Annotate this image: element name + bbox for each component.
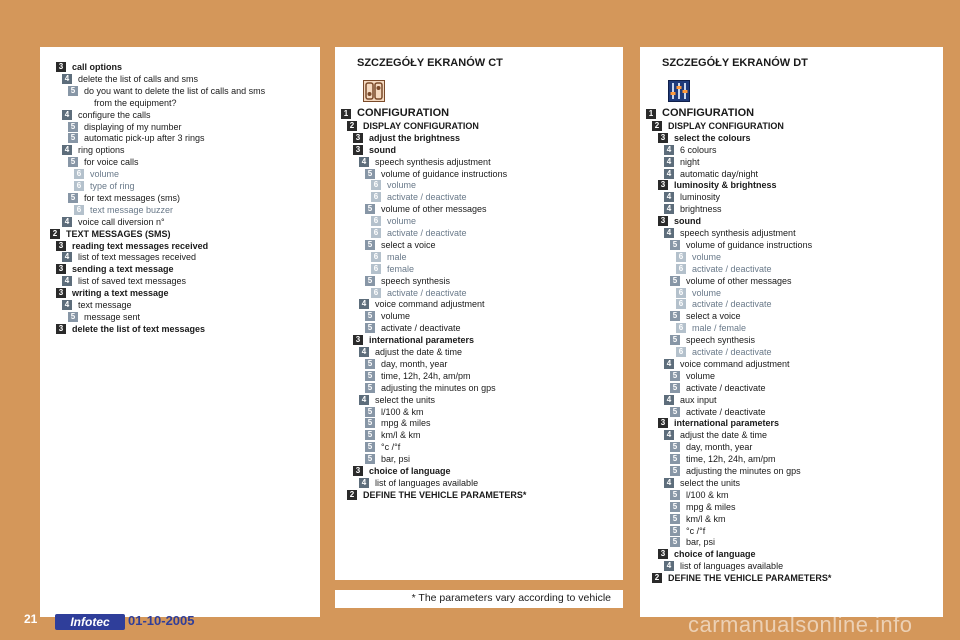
level-number-icon: 6 xyxy=(676,288,686,298)
level-number-icon: 6 xyxy=(371,180,381,190)
level-number-icon: 5 xyxy=(365,240,375,250)
menu-item-label: choice of language xyxy=(674,549,756,560)
menu-item-label: international parameters xyxy=(369,335,475,346)
level-number-icon: 5 xyxy=(670,407,680,417)
menu-item-label: for voice calls xyxy=(84,157,139,168)
level-number-icon: 5 xyxy=(365,169,375,179)
menu-item-label: l/100 & km xyxy=(686,489,729,500)
menu-item-label: call options xyxy=(72,62,123,72)
menu-item-label: night xyxy=(680,156,700,167)
menu-item-label: list of saved text messages xyxy=(78,276,187,287)
page-number: 21 xyxy=(24,612,38,626)
watermark: carmanualsonline.info xyxy=(688,612,913,637)
level-number-icon: 3 xyxy=(56,324,66,334)
level-number-icon: 4 xyxy=(664,204,674,214)
level-number-icon: 4 xyxy=(62,300,72,310)
menu-item-label: type of ring xyxy=(90,181,135,191)
level-number-icon: 5 xyxy=(670,537,680,547)
menu-item-label: select the units xyxy=(680,477,741,488)
level-number-icon: 2 xyxy=(347,121,357,131)
level-number-icon: 2 xyxy=(652,121,662,131)
menu-item-label: volume xyxy=(686,370,716,381)
level-number-icon: 6 xyxy=(371,288,381,298)
level-number-icon: 6 xyxy=(371,228,381,238)
level-number-icon: 3 xyxy=(658,180,668,190)
menu-item-label: for text messages (sms) xyxy=(84,192,181,203)
level-number-icon: 5 xyxy=(670,311,680,321)
level-number-icon: 3 xyxy=(658,418,668,428)
menu-item-label: mpg & miles xyxy=(686,501,736,512)
level-number-icon: 2 xyxy=(652,573,662,583)
level-number-icon: 5 xyxy=(670,526,680,536)
level-number-icon: 5 xyxy=(68,133,78,143)
menu-item-label: bar, psi xyxy=(686,537,716,548)
level-number-icon: 1 xyxy=(341,109,351,119)
level-number-icon: 3 xyxy=(56,288,66,298)
level-number-icon: 5 xyxy=(365,276,375,286)
menu-item-label: CONFIGURATION xyxy=(662,107,755,119)
menu-item-label: list of languages available xyxy=(375,477,479,488)
level-number-icon: 5 xyxy=(670,335,680,345)
level-number-icon: 4 xyxy=(359,395,369,405)
menu-item-label: volume xyxy=(387,180,417,191)
menu-item-label: mpg & miles xyxy=(381,418,431,429)
menu-item-label: list of languages available xyxy=(680,561,784,572)
level-number-icon: 5 xyxy=(365,204,375,214)
level-number-icon: 5 xyxy=(68,157,78,167)
level-number-icon: 5 xyxy=(365,407,375,417)
menu-item-label: volume xyxy=(90,169,120,180)
level-number-icon: 4 xyxy=(62,110,72,120)
menu-item-label: day, month, year xyxy=(686,442,753,453)
menu-item-label: activate / deactivate xyxy=(692,299,772,310)
section-title-ct: SZCZEGÓŁY EKRANÓW CT xyxy=(357,57,503,69)
level-number-icon: 3 xyxy=(353,335,363,345)
section-title-dt: SZCZEGÓŁY EKRANÓW DT xyxy=(662,57,808,69)
menu-item-label: select a voice xyxy=(381,239,436,250)
level-number-icon: 4 xyxy=(62,217,72,227)
level-number-icon: 4 xyxy=(62,276,72,286)
menu-item-label: volume of other messages xyxy=(381,204,487,215)
menu-item-label: time, 12h, 24h, am/pm xyxy=(686,454,776,465)
level-number-icon: 4 xyxy=(664,561,674,571)
level-number-icon: 5 xyxy=(670,514,680,524)
footnote-panel xyxy=(335,590,623,608)
level-number-icon: 3 xyxy=(353,466,363,476)
level-number-icon: 5 xyxy=(365,442,375,452)
menu-item-label: volume xyxy=(692,287,722,298)
menu-item-label: activate / deactivate xyxy=(692,263,772,274)
level-number-icon: 5 xyxy=(670,276,680,286)
level-number-icon: 3 xyxy=(56,241,66,251)
menu-item-label: configure the calls xyxy=(78,109,151,120)
menu-item-label: select the units xyxy=(375,394,436,405)
menu-item-label: text message xyxy=(78,300,132,310)
menu-item-label: international parameters xyxy=(674,418,780,429)
level-number-icon: 4 xyxy=(62,74,72,84)
document-date: 01-10-2005 xyxy=(128,613,195,628)
dt-screen-icon xyxy=(668,80,690,102)
menu-item-label: speech synthesis adjustment xyxy=(375,156,491,167)
level-number-icon: 3 xyxy=(56,62,66,72)
level-number-icon: 4 xyxy=(664,430,674,440)
menu-item-label: volume of guidance instructions xyxy=(381,168,508,179)
level-number-icon: 4 xyxy=(664,192,674,202)
menu-item-label: km/l & km xyxy=(381,430,421,441)
level-number-icon: 4 xyxy=(359,347,369,357)
menu-item-label: select the colours xyxy=(674,132,751,143)
menu-item-label: 6 colours xyxy=(680,144,717,155)
menu-item-label: message sent xyxy=(84,311,141,322)
menu-item-label: adjust the date & time xyxy=(680,430,768,441)
level-number-icon: 4 xyxy=(62,252,72,262)
menu-item-label: brightness xyxy=(680,204,722,215)
panel-dt-screen xyxy=(640,47,943,617)
level-number-icon: 2 xyxy=(50,229,60,239)
level-number-icon: 4 xyxy=(359,157,369,167)
menu-item-label: activate / deactivate xyxy=(692,347,772,357)
menu-item-label: l/100 & km xyxy=(381,406,424,417)
menu-item-label: reading text messages received xyxy=(72,240,209,251)
menu-item-label: speech synthesis xyxy=(686,335,756,346)
menu-item-label: volume of guidance instructions xyxy=(686,239,813,250)
panel-ct-screen xyxy=(335,47,623,580)
level-number-icon: 5 xyxy=(365,418,375,428)
level-number-icon: 5 xyxy=(68,193,78,203)
menu-item-label: displaying of my number xyxy=(84,121,182,132)
level-number-icon: 6 xyxy=(676,252,686,262)
menu-item-label: volume of other messages xyxy=(686,275,792,286)
level-number-icon: 6 xyxy=(371,252,381,262)
level-number-icon: 6 xyxy=(676,299,686,309)
level-number-icon: 5 xyxy=(68,122,78,132)
level-number-icon: 6 xyxy=(676,323,686,333)
menu-item-label: DEFINE THE VEHICLE PARAMETERS* xyxy=(668,573,832,584)
level-number-icon: 5 xyxy=(670,240,680,250)
level-number-icon: 3 xyxy=(56,264,66,274)
level-number-icon: 5 xyxy=(68,312,78,322)
level-number-icon: 6 xyxy=(371,216,381,226)
menu-item-label: day, month, year xyxy=(381,358,448,369)
menu-item-label: automatic day/night xyxy=(680,168,759,179)
menu-item-label: adjust the date & time xyxy=(375,347,463,357)
level-number-icon: 4 xyxy=(664,228,674,238)
level-number-icon: 4 xyxy=(664,157,674,167)
level-number-icon: 3 xyxy=(658,216,668,226)
menu-item-label: aux input xyxy=(680,394,717,405)
menu-item-label: luminosity xyxy=(680,192,721,203)
brand-logo: Infotec xyxy=(55,614,125,630)
menu-item-label: volume xyxy=(692,251,722,262)
level-number-icon: 5 xyxy=(670,502,680,512)
menu-item-label: °c /°f xyxy=(686,525,706,536)
menu-item-label: writing a text message xyxy=(72,288,169,299)
menu-item-label: km/l & km xyxy=(686,513,726,524)
menu-item-label: °c /°f xyxy=(381,442,401,453)
level-number-icon: 6 xyxy=(371,192,381,202)
level-number-icon: 5 xyxy=(670,383,680,393)
menu-item-label: sound xyxy=(674,216,701,227)
panel-call-options xyxy=(40,47,320,617)
level-number-icon: 5 xyxy=(365,430,375,440)
menu-item-label: activate / deactivate xyxy=(686,382,766,393)
menu-item-label: DISPLAY CONFIGURATION xyxy=(363,120,479,131)
level-number-icon: 4 xyxy=(664,359,674,369)
level-number-icon: 6 xyxy=(74,181,84,191)
menu-item-label: male xyxy=(387,251,407,262)
menu-item-label: delete the list of text messages xyxy=(72,323,206,334)
level-number-icon: 5 xyxy=(670,371,680,381)
menu-item-label: DEFINE THE VEHICLE PARAMETERS* xyxy=(363,489,527,500)
level-number-icon: 5 xyxy=(670,454,680,464)
menu-item-label: voice command adjustment xyxy=(375,299,485,310)
footnote-parameters: * The parameters vary according to vehicle xyxy=(411,592,611,604)
level-number-icon: 4 xyxy=(664,478,674,488)
menu-item-label: bar, psi xyxy=(381,454,411,465)
level-number-icon: 3 xyxy=(353,133,363,143)
menu-item-label: CONFIGURATION xyxy=(357,107,450,119)
menu-item-label: select a voice xyxy=(686,311,741,322)
menu-item-label: speech synthesis adjustment xyxy=(680,228,796,238)
menu-item-label: DISPLAY CONFIGURATION xyxy=(668,120,784,131)
level-number-icon: 4 xyxy=(62,145,72,155)
menu-item-label: delete the list of calls and sms xyxy=(78,73,199,84)
menu-item-label: voice call diversion n° xyxy=(78,216,165,227)
menu-item-label: activate / deactivate xyxy=(387,287,467,298)
level-number-icon: 6 xyxy=(74,205,84,215)
level-number-icon: 4 xyxy=(664,145,674,155)
menu-item-label: adjusting the minutes on gps xyxy=(381,382,496,393)
level-number-icon: 5 xyxy=(68,86,78,96)
menu-item-label: TEXT MESSAGES (SMS) xyxy=(66,228,171,239)
level-number-icon: 5 xyxy=(365,454,375,464)
menu-item-label: text message buzzer xyxy=(90,204,174,215)
menu-item-label: activate / deactivate xyxy=(686,406,766,417)
level-number-icon: 6 xyxy=(676,347,686,357)
menu-item-label: do you want to delete the list of calls and sms xyxy=(84,85,266,96)
menu-item-label: adjusting the minutes on gps xyxy=(686,466,801,476)
menu-item-label: sound xyxy=(369,144,396,155)
menu-item-label: automatic pick-up after 3 rings xyxy=(84,133,205,144)
level-number-icon: 6 xyxy=(371,264,381,274)
menu-item-label: female xyxy=(387,263,415,274)
menu-item-label: activate / deactivate xyxy=(387,192,467,203)
menu-item-label: time, 12h, 24h, am/pm xyxy=(381,370,471,381)
level-number-icon: 5 xyxy=(670,466,680,476)
menu-item-label: speech synthesis xyxy=(381,275,451,286)
ct-screen-icon xyxy=(363,80,385,102)
level-number-icon: 3 xyxy=(658,133,668,143)
level-number-icon: 4 xyxy=(359,478,369,488)
menu-item-label: choice of language xyxy=(369,466,451,476)
menu-item-label: voice command adjustment xyxy=(680,358,790,369)
menu-item-label: ring options xyxy=(78,145,125,156)
level-number-icon: 5 xyxy=(365,311,375,321)
menu-item-label: male / female xyxy=(692,323,747,334)
menu-item-label: activate / deactivate xyxy=(381,323,461,334)
level-number-icon: 4 xyxy=(664,395,674,405)
menu-item-label: adjust the brightness xyxy=(369,132,461,143)
level-number-icon: 2 xyxy=(347,490,357,500)
level-number-icon: 1 xyxy=(646,109,656,119)
level-number-icon: 5 xyxy=(365,323,375,333)
level-number-icon: 5 xyxy=(670,442,680,452)
level-number-icon: 3 xyxy=(658,549,668,559)
menu-item-label: activate / deactivate xyxy=(387,228,467,238)
level-number-icon: 6 xyxy=(74,169,84,179)
menu-item-label: from the equipment? xyxy=(94,97,177,108)
menu-item-label: luminosity & brightness xyxy=(674,180,777,191)
level-number-icon: 3 xyxy=(353,145,363,155)
level-number-icon: 5 xyxy=(365,371,375,381)
level-number-icon: 5 xyxy=(670,490,680,500)
menu-item-label: list of text messages received xyxy=(78,252,197,263)
level-number-icon: 5 xyxy=(365,359,375,369)
level-number-icon: 4 xyxy=(359,299,369,309)
menu-item-label: volume xyxy=(381,311,411,322)
menu-item-label: sending a text message xyxy=(72,264,174,275)
menu-item-label: volume xyxy=(387,216,417,227)
level-number-icon: 6 xyxy=(676,264,686,274)
level-number-icon: 5 xyxy=(365,383,375,393)
level-number-icon: 4 xyxy=(664,169,674,179)
